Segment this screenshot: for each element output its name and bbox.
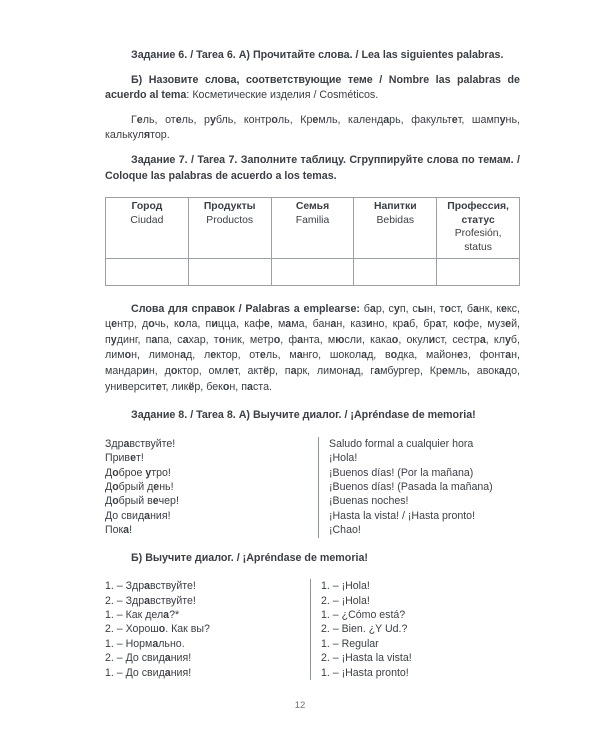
dialog-b-ru-line: 2. – До свидания! [105,652,192,665]
task7-heading: Задание 7. / Tarea 7. Заполните таблицу. Сгруппируйте слова по темам. / Coloque las palabras de acuerdo a los temas. [105,153,520,182]
header-es-products: Productos [206,214,254,226]
table-cell-family[interactable] [271,258,354,285]
dialog-b-ru-line: 2. – Хорошо. Как вы? [105,623,210,636]
table-header-row [106,198,520,258]
reference-words-paragraph [105,302,520,396]
table-header-cell-city [106,198,189,258]
dialog-a-spanish-column [318,437,505,538]
dialog-a-ru-line: Добрый день! [105,480,174,493]
task6-heading: Задание 6. / Tarea 6. А) Прочитайте слова. / Lea las siguientes palabras. [131,49,504,61]
table-row[interactable] [106,258,520,285]
dialog-b-es-line: 1. – ¿Cómo está? [321,608,406,621]
task8-heading: Задание 8. / Tarea 8. А) Выучите диалог. / ¡Apréndase de memoria! [131,409,476,422]
header-ru-products: Продукты [203,201,256,213]
page-number: 12 [294,700,306,711]
dialog-a [105,437,505,538]
reference-words-label: Слова для справок / Palabras a emplearse: [131,302,360,315]
dialog-b-ru-line: 1. – До свидания! [105,666,192,679]
task6-word-list: Гель, отель, рубль, контроль, Кремль, календарь, факультет, шампунь, калькулятор. [105,113,520,142]
table-cell-drinks[interactable] [354,258,437,285]
dialog-b-es-line: 2. – ¡Hola! [321,594,370,607]
dialog-b-ru-line: 1. – Как дела?* [105,608,180,621]
dialog-a-es-line: ¡Hola! [329,452,358,465]
dialog-a-ru-line: Добрый вечер! [105,495,179,508]
dialog-b-es-line: 1. – Regular [321,637,379,650]
table-header-cell-family [271,198,354,258]
dialog-b-ru-line: 2. – Здравствуйте! [105,594,196,607]
table-header-cell-drinks [354,198,437,258]
dialog-a-es-line: ¡Chao! [329,524,361,537]
dialog-a-ru-line: До свидания! [105,509,171,522]
dialog-b-es-line: 1. – ¡Hola! [321,580,370,593]
dialog-b-ru-line: 1. – Нормально. [105,637,185,650]
table-header-cell-products [188,198,271,258]
word-grouping-table [105,197,520,285]
header-es-drinks: Bebidas [376,214,415,226]
dialog-a-ru-line: Привет! [105,452,144,465]
table-header-cell-profession [437,198,520,258]
dialog-a-es-line: ¡Buenos días! (Pasada la mañana) [329,480,493,493]
header-ru-drinks: Напитки [373,201,417,213]
dialog-b-ru-line: 1. – Здравствуйте! [105,580,196,593]
header-ru-profession: Профессия, статус [447,201,509,226]
dialog-a-ru-line: Доброе утро! [105,466,171,479]
header-es-city: Ciudad [130,214,164,226]
dialog-a-es-line: ¡Hasta la vista! / ¡Hasta pronto! [329,509,476,522]
reference-words-list: бар, суп, сын, тост, банк, кекс, центр, дочь, кола, пицца, кафе, мама, банан, казино, краб, брат, кофе, музей, пудинг, папа, сахар, тоник, метро, фанта, мюсли, какао, окулист, сестра, клуб, лимон, лимонад, лектор, отель, манго, шоколад, водка, майонез, фонтан, мандарин, доктор, омлет, актёр, парк, лимонад, гамбургер, Кремль, авокадо, университет, ликёр, бекон, паста. [105,302,521,393]
dialog-a-es-line: Saludo formal a cualquier hora [329,437,474,450]
dialog-a-ru-line: Здравствуйте! [105,437,176,450]
dialog-b-es-line: 1. – ¡Hasta pronto! [321,666,409,679]
task8-part-b-heading: Б) Выучите диалог. / ¡Apréndase de memoria! [131,551,368,564]
header-ru-family: Семья [295,201,330,213]
dialog-b [105,579,525,680]
header-es-family: Familia [295,214,330,226]
dialog-a-ru-line: Пока! [105,524,133,537]
table-body [106,198,520,285]
dialog-a-es-line: ¡Buenas noches! [329,495,409,508]
task6-part-b: Б) Назовите слова, соответствующие теме / Nombre las palabras de acuerdo al tema: Косметические изделия / Cosméticos. [105,73,520,102]
dialog-b-russian-column [105,579,310,680]
header-es-profession: Profesión, status [454,228,502,253]
table-cell-city[interactable] [106,258,189,285]
dialog-b-es-line: 2. – Bien. ¿Y Ud.? [321,623,408,636]
dialog-a-russian-column [105,437,318,538]
dialog-a-es-line: ¡Buenos días! (Por la mañana) [329,466,474,479]
table-cell-products[interactable] [188,258,271,285]
header-ru-city: Город [131,201,163,213]
dialog-b-es-line: 2. – ¡Hasta la vista! [321,652,412,665]
dialog-b-spanish-column [310,579,525,680]
table-cell-profession[interactable] [437,258,520,285]
